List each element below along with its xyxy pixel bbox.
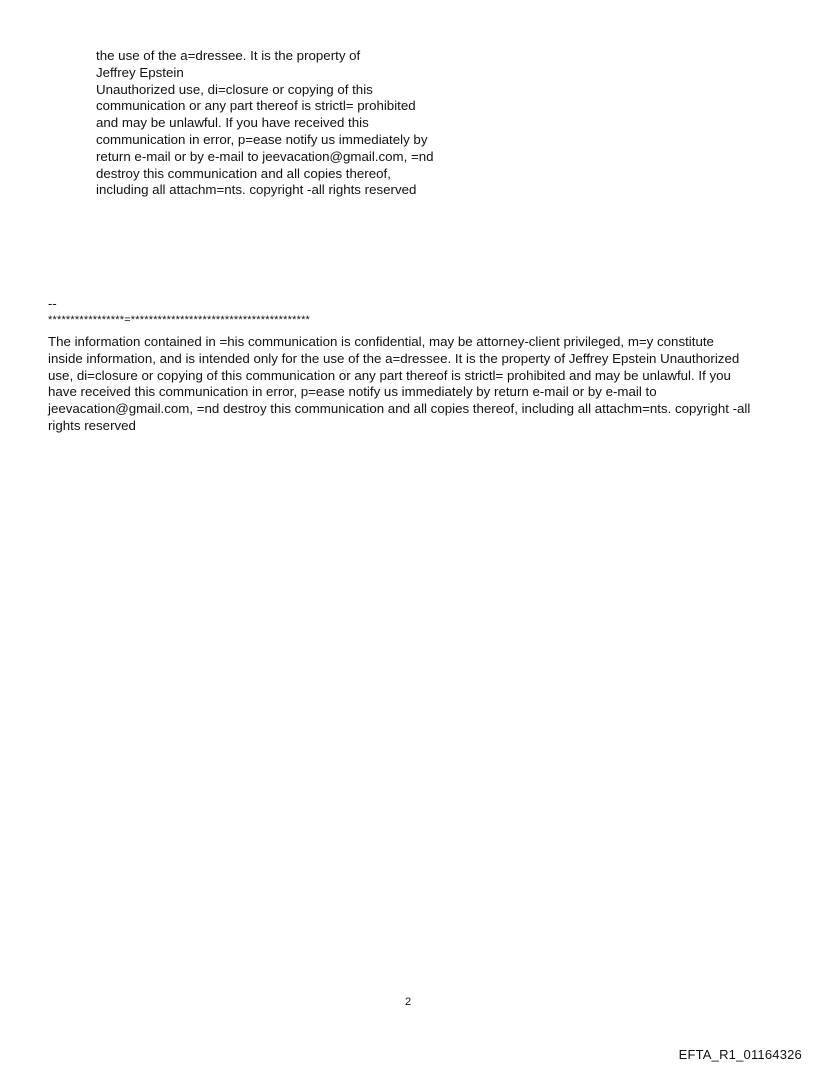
quoted-line: return e-mail or by e-mail to jeevacation@gmail.com, =nd (96, 148, 434, 164)
disclaimer-line: The information contained in =his communication is confidential, may be attorney-client privileged, m=y constitute (48, 334, 714, 349)
quoted-line: communication in error, p=ease notify us immediately by (96, 131, 428, 147)
disclaimer-line: have received this communication in error, p=ease notify us immediately by return e-mail or by e-mail to (48, 384, 657, 400)
disclaimer-line: rights reserved (48, 417, 136, 433)
bates-number: EFTA_R1_01164326 (678, 1047, 802, 1062)
quoted-line: communication or any part thereof is strictl= prohibited (96, 98, 416, 114)
disclaimer-line: use, di=closure or copying of this communication or any part thereof is strictl= prohibited and may be unlawful. If you (48, 367, 731, 383)
quoted-line: Jeffrey Epstein (96, 64, 184, 80)
signature-separator: -- (48, 296, 57, 311)
quoted-line: destroy this communication and all copies thereof, (96, 165, 391, 181)
disclaimer-line: inside information, and is intended only for the use of the a=dressee. It is the property of Jeffrey Epstein Unauthorized (48, 350, 740, 366)
quoted-line: the use of the a=dressee. It is the property of (96, 48, 361, 63)
confidentiality-disclaimer (48, 334, 778, 435)
quoted-line: Unauthorized use, di=closure or copying of this (96, 81, 373, 97)
quoted-line: including all attachm=nts. copyright -all rights reserved (96, 182, 417, 198)
page-number: 2 (404, 996, 412, 1008)
quoted-disclaimer-block (96, 48, 456, 199)
quoted-line: and may be unlawful. If you have received this (96, 115, 369, 131)
disclaimer-line: jeevacation@gmail.com, =nd destroy this communication and all copies thereof, including all attachm=nts. copyright -all (48, 401, 751, 417)
stars-divider: *****************=**************************************** (48, 314, 311, 326)
